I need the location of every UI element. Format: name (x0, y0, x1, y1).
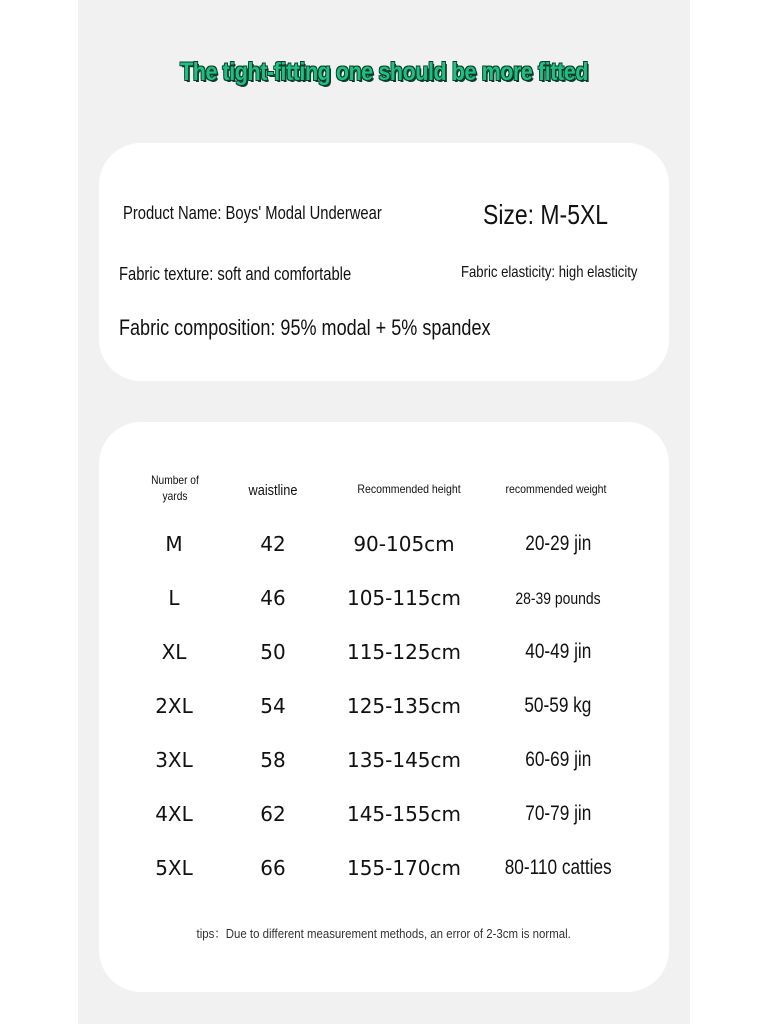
row-height: 115-125cm (346, 640, 462, 664)
row-weight (485, 740, 631, 780)
row-weight (485, 686, 631, 726)
row-weight-text: 50-59 kg (524, 694, 592, 717)
row-waist: 54 (260, 694, 286, 718)
header-weight: recommended weight (505, 482, 607, 496)
row-waist: 50 (260, 640, 286, 664)
row-weight-text: 70-79 jin (524, 802, 592, 825)
row-height: 125-135cm (346, 694, 462, 718)
fabric-elasticity: Fabric elasticity: high elasticity (461, 264, 638, 281)
row-weight (485, 524, 631, 564)
size-chart-card (99, 422, 669, 992)
row-size: 2XL (155, 694, 193, 718)
table-row (99, 686, 669, 726)
row-weight (485, 848, 631, 888)
row-size: M (165, 532, 183, 556)
size-range: Size: M-5XL (483, 199, 609, 230)
table-row (99, 578, 669, 618)
row-weight (485, 794, 631, 834)
row-weight (485, 578, 631, 618)
row-height: 105-115cm (346, 586, 462, 610)
table-row (99, 848, 669, 888)
row-height: 135-145cm (346, 748, 462, 772)
row-waist: 42 (260, 532, 286, 556)
table-row (99, 632, 669, 672)
header-size: Number of yards (151, 473, 199, 503)
row-height: 145-155cm (346, 802, 462, 826)
row-weight-text: 40-49 jin (524, 640, 592, 663)
row-weight (485, 632, 631, 672)
row-weight-text: 20-29 jin (524, 532, 592, 555)
measurement-tips (99, 923, 669, 942)
row-weight-text: 28-39 pounds (515, 589, 601, 608)
table-row (99, 794, 669, 834)
row-weight-text: 80-110 catties (504, 856, 612, 879)
row-height: 155-170cm (346, 856, 462, 880)
row-waist: 62 (260, 802, 286, 826)
row-size: L (168, 586, 180, 610)
table-row (99, 524, 669, 564)
row-height: 90-105cm (353, 532, 455, 556)
product-info-card (99, 143, 669, 381)
row-waist: 66 (260, 856, 286, 880)
row-waist: 58 (260, 748, 286, 772)
product-name: Product Name: Boys' Modal Underwear (123, 203, 382, 223)
fabric-texture: Fabric texture: soft and comfortable (119, 264, 352, 284)
row-weight-text: 60-69 jin (524, 748, 592, 771)
page-title: The tight-fitting one should be more fitted (180, 58, 588, 86)
row-size: 4XL (155, 802, 193, 826)
header-waistline: waistline (248, 482, 298, 499)
row-size: XL (161, 640, 187, 664)
measurement-tips-text: tips：Due to different measurement methods, an error of 2-3cm is normal. (196, 926, 572, 941)
table-row (99, 740, 669, 780)
fabric-composition: Fabric composition: 95% modal + 5% spandex (119, 315, 491, 340)
row-waist: 46 (260, 586, 286, 610)
row-size: 3XL (155, 748, 193, 772)
header-height: Recommended height (357, 482, 461, 496)
row-size: 5XL (155, 856, 193, 880)
